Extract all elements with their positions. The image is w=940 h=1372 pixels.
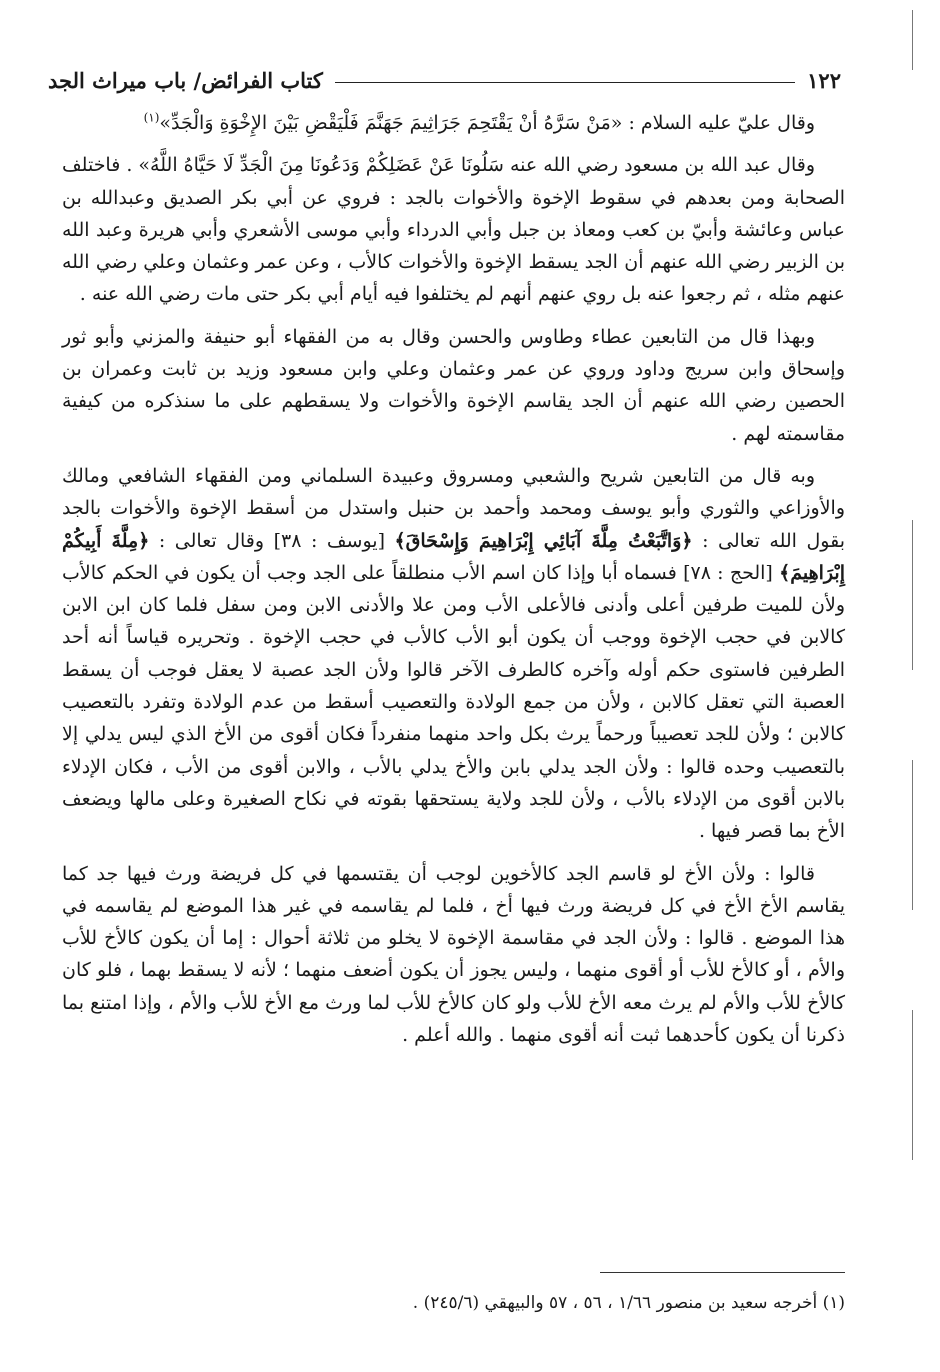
paragraph-text: وقال عليّ عليه السلام : «مَنْ سَرَّهُ أنْ يَقْتَحِمَ جَرَاثِيمَ جَهَنَّمَ فَلْيَقْضِ بَيْنَ الإِخْوَةِ وَالْجَدِّ» — [159, 112, 815, 134]
paragraph-ibn-masud — [62, 149, 845, 310]
paragraph-text: وبه قال من التابعين شريح والشعبي ومسروق وعبيدة السلماني ومن الفقهاء الشافعي ومالك والأوزاعي والثوري وأبو يوسف ومحمد وأحمد بن حنبل واستدل من أسقط الإخوة والأخوات بالجد بقول الله تعالى : — [62, 464, 845, 552]
footnote-text: (١) أخرجه سعيد بن منصور ١/٦٦ ، ٥٦ ، ٥٧ والبيهقي (٢٤٥/٦) . — [412, 1293, 845, 1313]
page-number: ١٢٢ — [807, 67, 841, 93]
paragraph-arguments — [62, 460, 845, 848]
verse-reference: [الحج : ٧٨] — [683, 561, 773, 584]
footnote — [62, 1290, 845, 1316]
paragraph-text: وقال عبد الله بن مسعود رضي الله عنه سَلُونَا عَنْ عَضَلِكُمْ وَدَعُونَا مِنَ الْجَدِّ لَا حَيَّاهُ اللَّهُ» . فاختلف الصحابة ومن بعدهم في سقوط الإخوة والأخوات بالجد : فروي عن أبي بكر الصديق وعبدالله بن عباس وعائشة وأبيّ بن كعب ومعاذ بن جبل وأبي الدرداء وأبي موسى الأشعري وأبي هريرة وعبد الله بن الزبير رضي الله عنهم أن الجد يسقط الإخوة والأخوات كالأب ، وعن عمر وعثمان وعلي رضي الله عنهم مثله ، ثم رجعوا عنه بل روي عنهم أنهم لم يختلفوا فيه أيام أبي بكر حتى مات رضي الله عنه . — [62, 154, 845, 306]
quran-quote: ﴿وَاتَّبَعْتُ مِلَّةَ آبَائِي إِبْرَاهِيمَ وَإِسْحَاقَ﴾ — [394, 529, 693, 552]
scan-margin-line — [912, 10, 913, 70]
scan-margin-line — [912, 1010, 913, 1160]
page-header — [48, 60, 841, 100]
scan-margin-line — [912, 520, 913, 670]
paragraph-qalu — [62, 858, 845, 1052]
header-rule — [335, 82, 795, 83]
paragraph-text: قالوا : ولأن الأخ لو قاسم الجد كالأخوين لوجب أن يقتسمها في كل فريضة ورث فيها جد كما يقاسم الأخ الأخ في كل فريضة ورث فيها أخ ، فلما لم يقاسمه في غير هذا الموضع لم يقاسمه في هذا الموضع . قالوا : ولأن الجد في مقاسمة الإخوة لا يخلو من ثلاثة أحوال : إما أن يكون كالأخ للأب والأم ، أو كالأخ للأب أو أقوى منهما ، وليس يجوز أن يكون أضعف منهما ؛ لأنه لا يسقط بهما ، فلو كان كالأخ للأب والأم لم يرث معه الأخ للأب ولو كان كالأخ للأب لما ورث مع الأخ للأب والأم ، وإذا امتنع بما ذكرنا أن يكون كأحدهما ثبت أنه أقوى منهما . والله أعلم . — [62, 862, 845, 1047]
main-text — [62, 107, 845, 1051]
paragraph-ali-quote — [62, 107, 845, 139]
scan-margin-line — [912, 760, 913, 910]
quran-quote: ﴿مِلَّةَ أَبِيكُمْ إِبْرَاهِيمَ﴾ — [62, 529, 845, 584]
paragraph-text: وبهذا قال من التابعين عطاء وطاوس والحسن وقال به من الفقهاء أبو حنيفة والمزني وأبو ثور وإسحاق وابن سريج وداود وروي عن عمر وعثمان وعلي وابن مسعود وزيد بن ثابت وعمران بن الحصين رضي الله عنهم أن الجد يقاسم الإخوة والأخوات ولا يسقطهم على ما سنذكره من كيفية مقاسمته لهم . — [62, 325, 845, 445]
footnote-reference: (١) — [143, 110, 160, 125]
paragraph-text: فسماه أبا وإذا كان اسم الأب منطلقاً على الجد وجب أن يكون في الحكم كالأب ولأن للميت طرفين أعلى وأدنى فالأعلى الأب ومن علا والأدنى الابن ومن سفل فلما كان ابن الابن كالابن في حجب الإخوة ووجب أن يكون أبو الأب كالأب في حجب الإخوة . وتحريره قياساً أنه أحد الطرفين فاستوى حكم أوله وآخره كالطرف الآخر قالوا ولأن الجد عصبة لا يعقل فوجب أن يسقط العصبة التي تعقل كالابن ، ولأن من جمع الولادة والتعصيب أسقط من عدم الولادة وتفرد بالتعصيب كالابن ؛ ولأن للجد تعصيباً ورحماً يرث بكل واحد منهما منفرداً فكان أقوى من الأخ الذي ليس يدلي إلا بالتعصيب وحده قالوا : ولأن الجد يدلي بابن والأخ يدلي بالأب ، والابن أقوى من الأب ، فكان الإدلاء بالابن أقوى من الإدلاء بالأب ، ولأن للجد ولاية يستحقها بقوته في نكاح الصغيرة وعلى مالها ويضعف الأخ بما قصر فيها . — [62, 561, 845, 843]
paragraph-text: وقال تعالى : — [158, 529, 265, 552]
verse-reference: [يوسف : ٣٨] — [273, 529, 385, 552]
paragraph-tabieen — [62, 321, 845, 450]
footnote-separator — [600, 1272, 845, 1273]
running-title: كتاب الفرائض/ باب ميراث الجد — [48, 67, 323, 93]
